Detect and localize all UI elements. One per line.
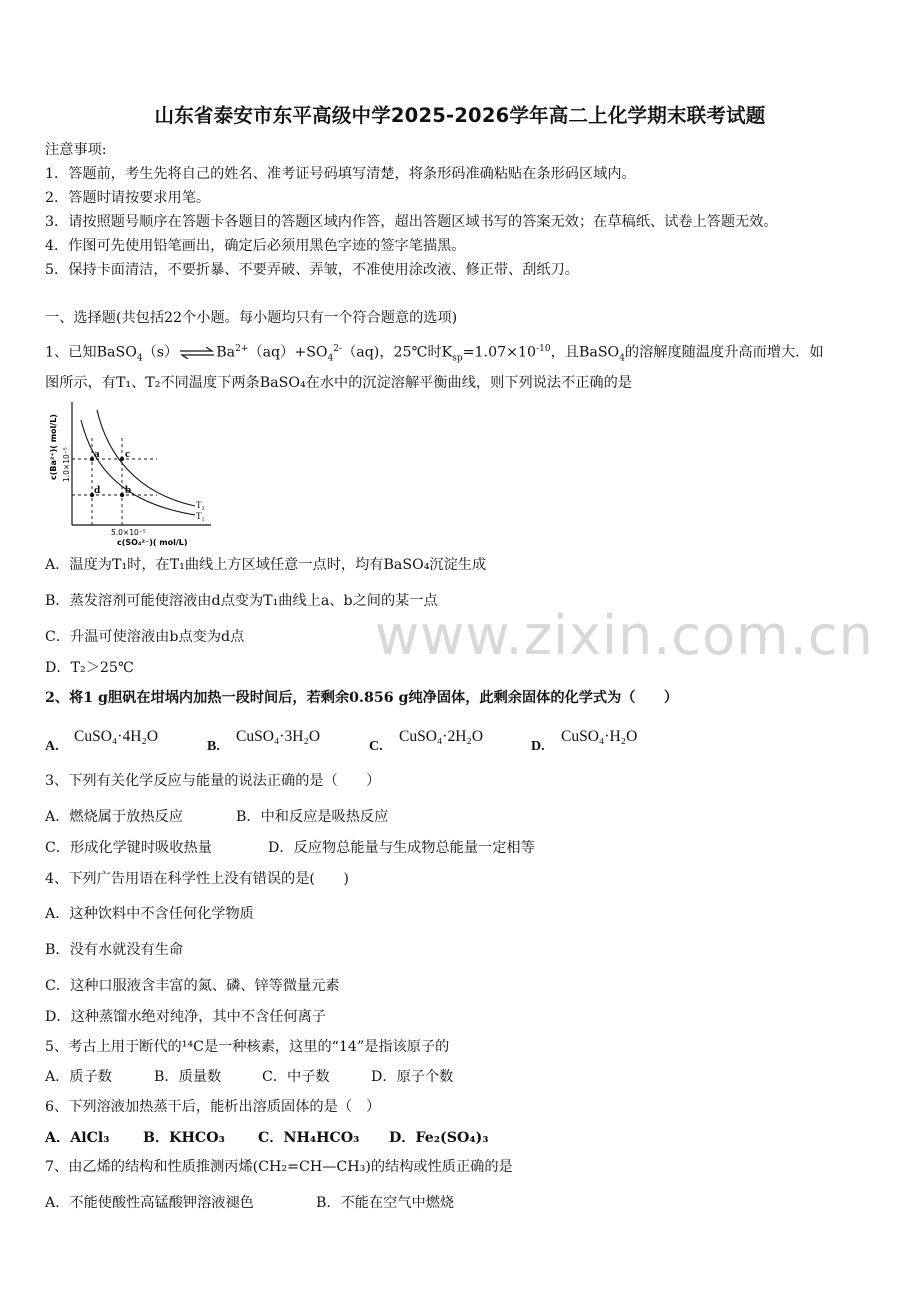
- q3-option-b: B．中和反应是吸热反应: [236, 809, 389, 825]
- curve-t2: [97, 410, 195, 506]
- q4-stem: 4、下列广告用语在科学性上没有错误的是( ): [45, 871, 349, 887]
- q2-option-c-formula: CuSO₄·2H₂O: [399, 728, 484, 745]
- point-label: c: [125, 448, 130, 460]
- q4-option-d: D．这种蒸馏水绝对纯净，其中不含任何离子: [45, 1009, 326, 1025]
- equilibrium-arrow-icon: [178, 347, 216, 359]
- x-tick-label: 5.0×10⁻⁵: [111, 528, 146, 537]
- q7-option-a: A．不能使酸性高锰酸钾溶液褪色: [45, 1195, 254, 1211]
- q5-option-c: C．中子数: [262, 1069, 330, 1085]
- point-b: [120, 493, 124, 497]
- q2-option-a-label: A.: [45, 739, 59, 754]
- notice-item: 3．请按照题号顺序在答题卡各题目的答题区域内作答，超出答题区域书写的答案无效；在草稿纸、试卷上答题无效。: [45, 214, 778, 230]
- q5-option-b: B．质量数: [154, 1069, 222, 1085]
- q1-option-a: A．温度为T₁时，在T₁曲线上方区域任意一点时，均有BaSO₄沉淀生成: [45, 557, 487, 573]
- q2-option-b-formula: CuSO₄·3H₂O: [236, 728, 321, 745]
- curve-label-t1: T₁: [196, 511, 205, 521]
- q3-option-a: A．燃烧属于放热反应: [45, 809, 183, 825]
- q2-option-d-formula: CuSO₄·H₂O: [561, 728, 638, 745]
- q4-option-c: C．这种口服液含丰富的氮、磷、锌等微量元素: [45, 978, 340, 994]
- point-label: b: [125, 484, 132, 496]
- section-heading: 一、选择题(共包括22个小题。每小题均只有一个符合题意的选项): [45, 310, 458, 326]
- q6-option-b: B．KHCO₃: [143, 1130, 225, 1146]
- q7-stem: 7、由乙烯的结构和性质推测丙烯(CH₂=CH—CH₃)的结构或性质正确的是: [45, 1159, 513, 1175]
- notice-heading: 注意事项:: [45, 142, 107, 158]
- q3-option-d: D．反应物总能量与生成物总能量一定相等: [268, 840, 535, 856]
- q4-option-b: B．没有水就没有生命: [45, 942, 184, 958]
- page-title: 山东省泰安市东平高级中学2025-2026学年高二上化学期末联考试题: [154, 104, 766, 127]
- q1-option-c: C．升温可使溶液由b点变为d点: [45, 629, 245, 645]
- y-tick-label: 1.0×10⁻⁵: [62, 447, 71, 482]
- notice-item: 2．答题时请按要求用笔。: [45, 190, 211, 206]
- point-c: [120, 457, 124, 461]
- q3-option-c: C．形成化学键时吸收热量: [45, 840, 212, 856]
- q1-option-b: B．蒸发溶剂可能使溶液由d点变为T₁曲线上a、b之间的某一点: [45, 593, 438, 609]
- q3-stem: 3、下列有关化学反应与能量的说法正确的是（ ）: [45, 773, 381, 789]
- q6-stem: 6、下列溶液加热蒸干后，能析出溶质固体的是（ ）: [45, 1099, 381, 1115]
- q4-option-a: A．这种饮料中不含任何化学物质: [45, 906, 254, 922]
- y-axis-label: c(Ba²⁺)( mol/L): [49, 414, 58, 480]
- x-axis-label: c(SO₄²⁻)( mol/L): [117, 538, 188, 547]
- q5-option-d: D．原子个数: [371, 1069, 454, 1085]
- q2-option-a-formula: CuSO₄·4H₂O: [74, 728, 159, 745]
- q6-option-d: D．Fe₂(SO₄)₃: [389, 1130, 489, 1146]
- notice-item: 5．保持卡面清洁，不要折暴、不要弄破、弄皱，不准使用涂改液、修正带、刮纸刀。: [45, 262, 579, 278]
- q6-option-a: A．AlCl₃: [45, 1130, 110, 1146]
- q1-option-d: D．T₂＞25℃: [45, 660, 134, 676]
- notice-item: 4．作图可先使用铅笔画出，确定后必须用黑色字迹的签字笔描黑。: [45, 238, 466, 254]
- q1-stem-line2: 图所示，有T₁、T₂不同温度下两条BaSO₄在水中的沉淀溶解平衡曲线，则下列说法不正确的是: [45, 375, 632, 391]
- q7-option-b: B．不能在空气中燃烧: [316, 1195, 455, 1211]
- q2-option-c-label: C.: [369, 739, 383, 754]
- solubility-curve-graph: [45, 398, 215, 548]
- q5-option-a: A．质子数: [45, 1069, 112, 1085]
- point-label: a: [94, 448, 100, 460]
- point-label: d: [94, 484, 101, 496]
- watermark: www.zixin.com.cn: [375, 604, 874, 667]
- curve-label-t2: T₂: [196, 500, 205, 510]
- q2-option-b-label: B.: [207, 739, 220, 754]
- q2-option-d-label: D.: [531, 739, 545, 754]
- notice-item: 1．答题前，考生先将自己的姓名、准考证号码填写清楚，将条形码准确粘贴在条形码区域内。: [45, 166, 636, 182]
- q1-stem-line1: 1、已知BaSO$_4$（s） $Ba^{2+}(aq)+SO_4^{2-}(aq)$，25℃时$K_{sp}=1.07\times 10^{-10}$，且BaSO$_4$的溶解度随温度升高而增大．如: [45, 344, 824, 364]
- q2-stem: 2、将1 g胆矾在坩埚内加热一段时间后，若剩余0.856 g纯净固体，此剩余固体的化学式为（ ）: [45, 690, 679, 706]
- q5-stem: 5、考古上用于断代的¹⁴C是一种核素，这里的“14”是指该原子的: [45, 1039, 450, 1055]
- q6-option-c: C．NH₄HCO₃: [258, 1130, 360, 1146]
